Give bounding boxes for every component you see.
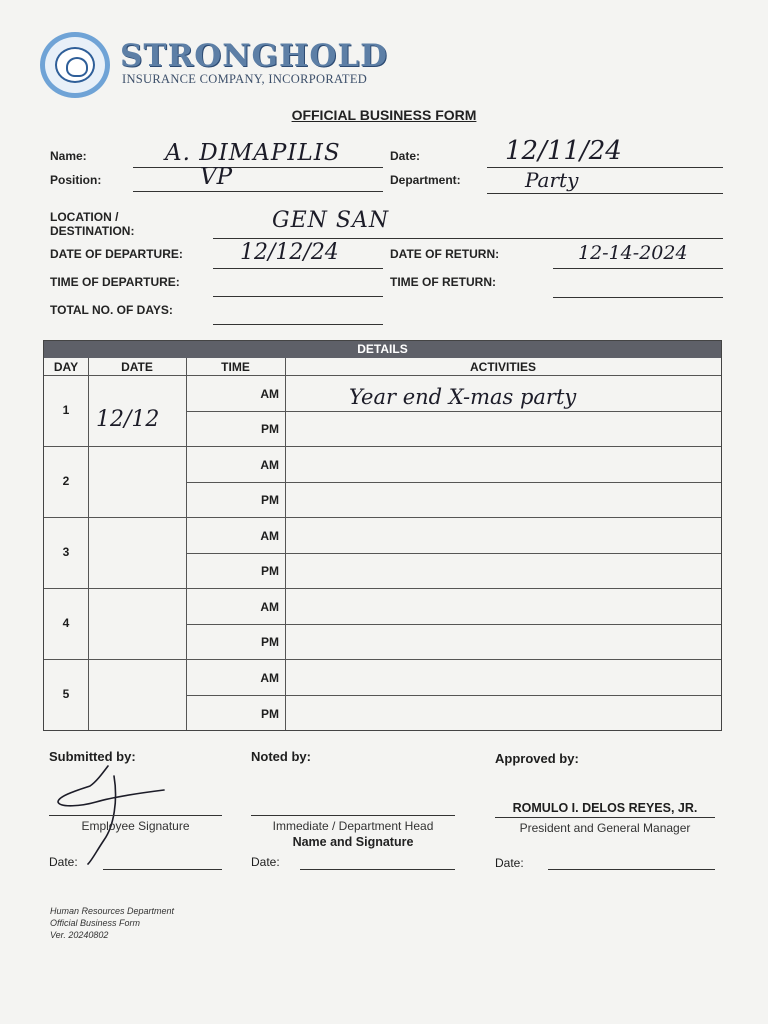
head-date-line[interactable] bbox=[300, 869, 455, 870]
am-label: AM bbox=[260, 600, 279, 614]
location-value[interactable]: GEN SAN bbox=[272, 208, 390, 233]
footer-line-1: Human Resources Department bbox=[50, 906, 175, 916]
pm-label: PM bbox=[261, 422, 279, 436]
location-label-1: LOCATION / bbox=[50, 210, 119, 224]
col-date: DATE bbox=[121, 360, 153, 374]
table-hline bbox=[44, 375, 721, 376]
departure-time-line[interactable] bbox=[213, 296, 383, 297]
am-label: AM bbox=[260, 458, 279, 472]
name-label: Name: bbox=[50, 149, 87, 163]
table-hline bbox=[186, 553, 721, 554]
footer-line-3: Ver. 20240802 bbox=[50, 930, 109, 940]
return-date-value[interactable]: 12-14-2024 bbox=[578, 242, 688, 264]
departure-time-label: TIME OF DEPARTURE: bbox=[50, 275, 180, 289]
details-header: DETAILS bbox=[44, 341, 721, 358]
employee-signature-caption: Employee Signature bbox=[81, 819, 190, 833]
head-caption: Immediate / Department Head bbox=[272, 819, 434, 833]
department-line bbox=[487, 193, 723, 194]
noted-by-label: Noted by: bbox=[251, 749, 311, 764]
table-hline bbox=[44, 659, 721, 660]
department-value[interactable]: Party bbox=[525, 168, 579, 192]
total-days-label: TOTAL NO. OF DAYS: bbox=[50, 303, 173, 317]
activity-am[interactable]: Year end X-mas party bbox=[349, 385, 577, 409]
return-time-line[interactable] bbox=[553, 297, 723, 298]
company-name: STRONGHOLD bbox=[120, 38, 389, 74]
return-time-label: TIME OF RETURN: bbox=[390, 275, 496, 289]
approver-date-line[interactable] bbox=[548, 869, 715, 870]
day-number: 5 bbox=[62, 687, 70, 701]
am-label: AM bbox=[260, 529, 279, 543]
date-line bbox=[487, 167, 723, 168]
head-caption-2: Name and Signature bbox=[292, 835, 414, 849]
table-vline bbox=[88, 358, 89, 730]
return-date-line bbox=[553, 268, 723, 269]
col-time: TIME bbox=[221, 360, 250, 374]
table-hline bbox=[186, 624, 721, 625]
approver-date-label: Date: bbox=[495, 856, 524, 870]
departure-date-value[interactable]: 12/12/24 bbox=[240, 240, 339, 265]
footer-line-2: Official Business Form bbox=[50, 918, 141, 928]
company-seal-logo bbox=[40, 32, 110, 98]
position-label: Position: bbox=[50, 173, 102, 187]
col-activities: ACTIVITIES bbox=[469, 360, 536, 374]
day-number: 4 bbox=[62, 616, 70, 630]
employee-signature-line[interactable] bbox=[49, 815, 222, 816]
name-value[interactable]: A. DIMAPILIS bbox=[165, 140, 341, 166]
footer-block bbox=[50, 905, 174, 941]
department-label: Department: bbox=[390, 173, 461, 187]
table-hline bbox=[186, 695, 721, 696]
col-day: DAY bbox=[53, 360, 79, 374]
approver-name: ROMULO I. DELOS REYES, JR. bbox=[512, 801, 698, 815]
employee-date-line[interactable] bbox=[103, 869, 222, 870]
head-date-label: Date: bbox=[251, 855, 280, 869]
date-value[interactable]: 12/11/24 bbox=[505, 136, 622, 166]
departure-date-line bbox=[213, 268, 383, 269]
departure-date-label: DATE OF DEPARTURE: bbox=[50, 247, 183, 261]
form-title: OFFICIAL BUSINESS FORM bbox=[291, 107, 477, 123]
return-date-label: DATE OF RETURN: bbox=[390, 247, 500, 261]
pm-label: PM bbox=[261, 707, 279, 721]
position-line bbox=[133, 191, 383, 192]
am-label: AM bbox=[260, 671, 279, 685]
table-hline bbox=[44, 588, 721, 589]
details-table bbox=[43, 340, 722, 731]
submitted-by-label: Submitted by: bbox=[49, 749, 136, 764]
total-days-line[interactable] bbox=[213, 324, 383, 325]
day-number: 2 bbox=[62, 474, 70, 488]
table-hline bbox=[186, 482, 721, 483]
approver-title: President and General Manager bbox=[519, 821, 691, 835]
table-vline bbox=[285, 358, 286, 730]
day-number: 1 bbox=[62, 403, 70, 417]
location-label-2: DESTINATION: bbox=[50, 224, 135, 238]
table-hline bbox=[44, 517, 721, 518]
pm-label: PM bbox=[261, 564, 279, 578]
table-hline bbox=[186, 411, 721, 412]
am-label: AM bbox=[260, 387, 279, 401]
approver-signature-line[interactable] bbox=[495, 817, 715, 818]
day-date[interactable]: 12/12 bbox=[96, 407, 160, 432]
pm-label: PM bbox=[261, 635, 279, 649]
name-line bbox=[133, 167, 383, 168]
employee-date-label: Date: bbox=[49, 855, 78, 869]
position-value[interactable]: VP bbox=[200, 164, 233, 190]
date-label: Date: bbox=[390, 149, 421, 163]
location-line bbox=[213, 238, 723, 239]
table-hline bbox=[44, 446, 721, 447]
head-signature-line[interactable] bbox=[251, 815, 455, 816]
company-subtitle: INSURANCE COMPANY, INCORPORATED bbox=[122, 72, 368, 86]
day-number: 3 bbox=[62, 545, 70, 559]
approved-by-label: Approved by: bbox=[495, 751, 579, 766]
pm-label: PM bbox=[261, 493, 279, 507]
